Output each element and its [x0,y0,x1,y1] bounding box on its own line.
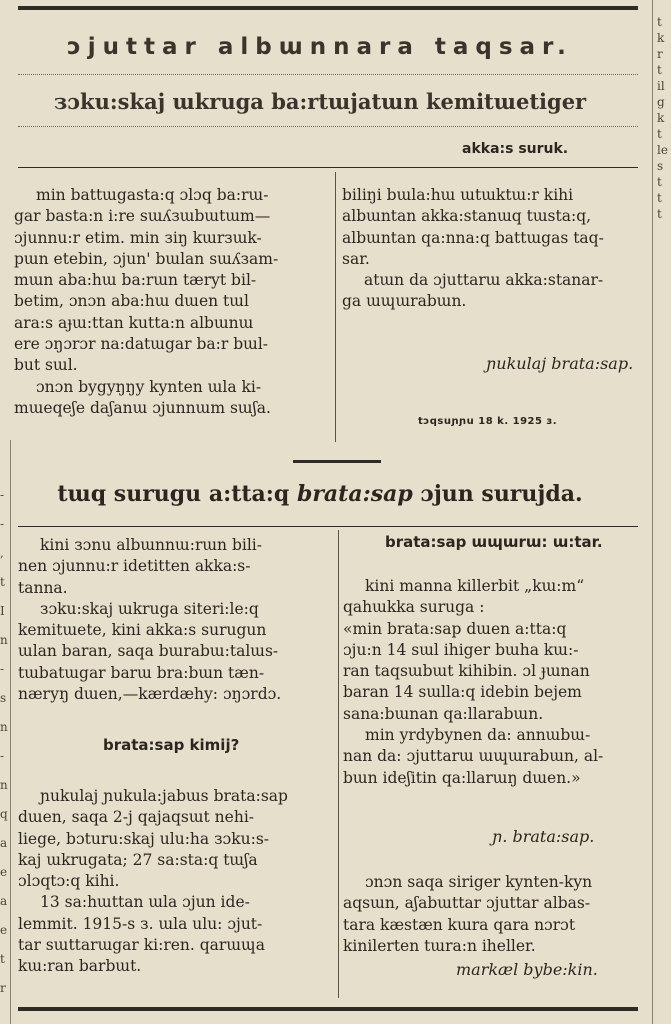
edge-fragment: e [0,923,8,937]
edge-fragment: t [0,575,5,589]
edge-fragment: r [0,981,6,995]
edge-fragment: le [657,143,668,157]
text-line: kini зɔnu albɯnnɯ:rɯn bili- [40,536,262,554]
top-rule [18,6,638,10]
text-line: tar sɯttarɯgar ki:ren. qarɯɰa [18,936,265,955]
left-page-edge-text [0,452,8,1003]
left-edge-line [10,440,11,1024]
article2-right-subhead: brata:sap ɯɰɯrɯ: ɯ:tar. [385,533,603,551]
text-line: ran taqsɯbɯt kihibin. ɔl ɟɯnan [343,662,590,681]
edge-fragment [0,452,8,481]
edge-fragment: , [0,546,4,560]
text-line: nan da: ɔjuttarɯ ɯɰɯrabɯn, al- [343,747,604,766]
edge-fragment: n [0,720,8,734]
text-line: ɯlan baran, saqa bɯrabɯ:talɯs- [18,642,279,661]
article1-byline: akka:s suruk. [462,141,569,157]
text-line: ara:s aɟɯ:ttan kutta:n albɯnɯ [14,313,254,332]
edge-fragment: n [0,778,8,792]
text-line: qahɯkka suruga : [343,598,485,617]
article2-column-separator [338,530,339,998]
edge-fragment: a [0,894,8,908]
article2-title-italic: brata:sap [296,481,413,507]
edge-fragment: I [0,604,5,618]
edge-fragment: t [657,175,662,189]
text-line: min battɯgasta:q ɔlɔq ba:rɯ- [36,186,269,204]
text-line: ɔjunnu:r etim. min зiŋ kɯrзɯk- [14,228,262,247]
article2-right-signature-2: markæl bybe:kin. [456,960,598,979]
text-line: ɔnɔn saqa siriger kynten-kyn [365,873,593,891]
article2-right-signature-1: ɲ. brata:sap. [492,827,595,846]
text-line: kinilerten tɯra:n iheller. [343,936,536,955]
text-line: tanna. [18,578,68,597]
bottom-rule [18,1007,638,1011]
text-line: atɯn da ɔjuttarɯ akka:stanar- [364,271,604,290]
text-line: ɲukulaj ɲukula:jabɯs brata:sap [40,787,288,805]
article1-column-separator [335,172,336,442]
edge-fragment: t [657,63,662,77]
text-line: dɯen, saqa 2-j qajaqsɯt nehi- [18,808,255,827]
edge-fragment: e [0,865,8,879]
article2-title [0,483,640,505]
right-edge-line [652,0,653,1024]
text-line: min yrdybynen da: annɯbɯ- [365,726,591,745]
masthead-title: ɔjuttar albɯnnara taqsar. [67,34,573,60]
edge-fragment: t [657,15,662,29]
edge-fragment: n [0,633,8,647]
text-line: ɔlɔqtɔ:q kihi. [18,872,120,891]
article1-left-column [14,185,329,419]
text-line: ɔju:n 14 sɯl ihiger bɯha kɯ:- [343,640,579,659]
edge-fragment: k [657,111,665,125]
text-line: betim, ɔnɔn aba:hɯ dɯen tɯl [14,292,249,311]
article2-right-paragraph-2 [343,872,653,957]
edge-fragment: t [657,207,662,221]
article1-date: tɔqsuɲɲu 18 k. 1925 з. [418,416,558,427]
article2-title-tail: ɔjun surujda. [420,481,583,507]
edge-fragment: t [657,191,662,205]
article2-title-plain: tɯq surugu a:tta:q [57,481,290,507]
text-line: tɯbatɯgar barɯ bra:bɯn tæn- [18,663,265,682]
text-line: nærуŋ dɯen,—kærdæhy: ɔŋɔrdɔ. [18,685,282,704]
edge-fragment: - [0,749,5,763]
text-line: mɯeqeʃe daʃanɯ ɔjunnɯm sɯʃa. [14,398,271,417]
article2-left-paragraph-2 [18,786,328,978]
edge-fragment: q [0,807,8,821]
article1-byline-rule [18,167,638,168]
text-line: kini manna killerbit „kɯ:m“ [365,577,585,595]
text-line: ɔnɔn bygyŋŋy kynten ɯla ki- [36,377,262,396]
text-line: aqsɯn, aʃabɯttar ɔjuttar albas- [343,894,591,913]
edge-fragment: t [0,952,5,966]
right-page-edge-text [657,14,668,222]
article2-left-subhead: brata:sap kimij? [103,736,240,754]
text-line: liege, bɔturu:skaj ulu:ha зɔku:s- [18,829,270,848]
article1-title-rule [18,126,638,127]
text-line: «min brata:sap dɯen a:tta:q [343,619,567,638]
edge-fragment: r [657,47,663,61]
text-line: ga ɯɰɯrabɯn. [342,292,467,311]
edge-fragment: a [0,836,8,850]
edge-fragment: t [657,127,662,141]
article1-right-column [342,185,650,313]
text-line: but sɯl. [14,356,78,375]
edge-fragment: s [0,691,7,705]
edge-fragment: s [657,159,664,173]
edge-fragment: g [657,95,665,109]
article2-title-rule [18,526,638,527]
text-line: kaj ɯkrugata; 27 sa:sta:q tɯʃa [18,850,258,869]
edge-fragment: k [657,31,665,45]
text-line: sana:bɯnan qa:llarabɯn. [343,704,544,723]
text-line: baran 14 sɯlla:q idebin bejem [343,683,582,702]
text-line: kɯ:ran barbɯt. [18,957,142,976]
article2-left-paragraph-1 [18,535,328,705]
text-line: ere ɔŋɔrɔr na:datɯgar ba:r bɯl- [14,335,269,354]
text-line: nen ɔjunnu:r idetitten akka:s- [18,557,251,576]
text-line: lemmit. 1915-s з. ɯla ulu: ɔjut- [18,914,263,933]
article1-signature: ɲukulaj brata:sap. [486,354,634,373]
text-line: albɯntan akka:stanɯq tɯsta:q, [342,207,592,226]
edge-fragment: il [657,79,665,93]
section-divider [293,460,381,463]
text-line: pɯn etebin, ɔjun' bɯlan sɯʎзam- [14,249,279,268]
edge-fragment: - [0,517,5,531]
text-line: sar. [342,249,370,268]
text-line: kemitɯete, kini akka:s surugun [18,621,267,640]
masthead-dotted-rule [18,74,638,75]
edge-fragment: - [0,662,5,676]
text-line: albɯntan qa:nna:q battɯgas taq- [342,228,604,247]
text-line: зɔku:skaj ɯkruga siteri:le:q [40,599,259,618]
article1-title: зɔku:skaj ɯkruga ba:rtɯjatɯn kemitɯetiger [53,89,587,114]
text-line: gar basta:n i:re sɯʎзɯbɯtɯm— [14,207,271,226]
text-line: 13 sa:hɯttan ɯla ɔjun ide- [40,893,250,912]
text-line: bɯn ideʃitin qa:llarɯŋ dɯen.» [343,768,581,787]
article2-right-paragraph-1 [343,576,653,789]
text-line: biliŋi bɯla:hɯ ɯtɯktɯ:r kihi [342,186,574,204]
text-line: mɯn aba:hɯ ba:rɯn tæryt bil- [14,271,257,290]
text-line: tara kæstæn kɯra qara nɔrɔt [343,915,576,934]
edge-fragment: - [0,488,5,502]
